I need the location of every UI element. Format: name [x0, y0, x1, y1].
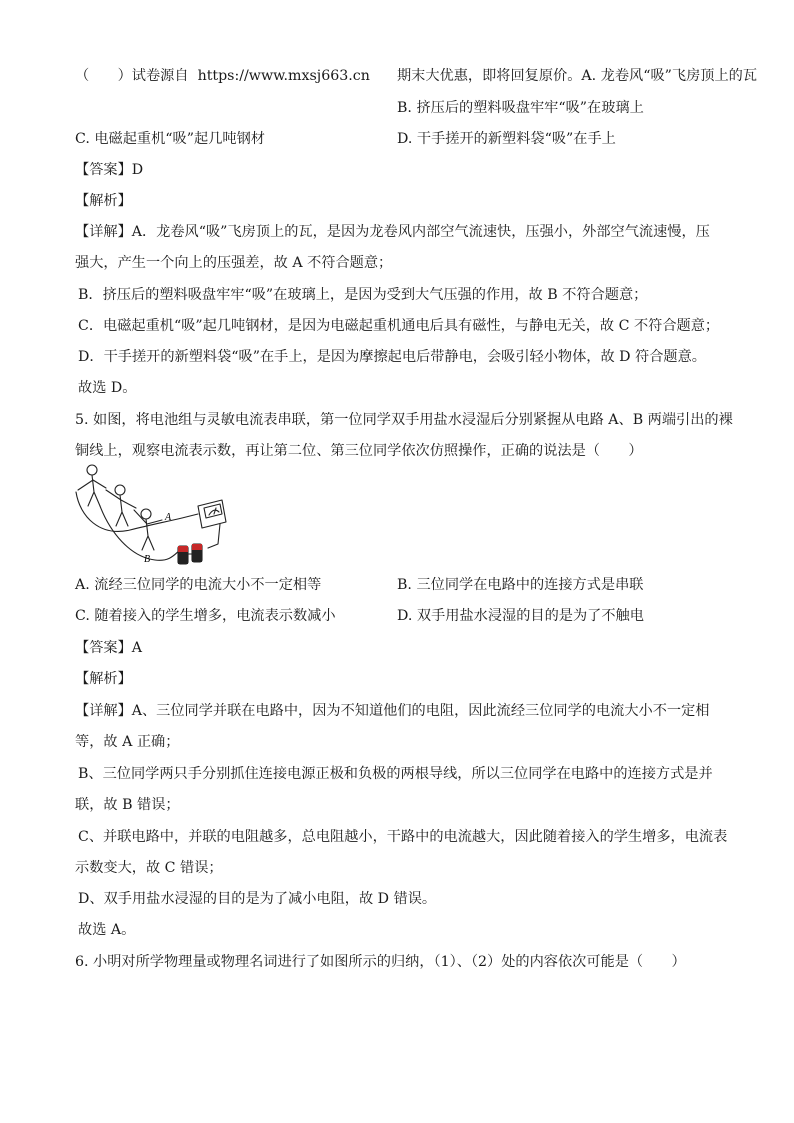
q5-answer: 【答案】A — [75, 640, 142, 656]
student-2-head — [115, 485, 125, 495]
student-1-body — [78, 475, 106, 506]
q4-conclusion: 故选 D。 — [78, 380, 137, 396]
q5-detail-line: 示数变大，故 C 错误； — [75, 860, 223, 876]
q4-option-a: A. 龙卷风“吸”飞房顶上的瓦 — [581, 68, 758, 84]
q5-option-d: D. 双手用盐水浸湿的目的是为了不触电 — [397, 608, 644, 624]
q6-stem: 6. 小明对所学物理量或物理名词进行了如图所示的归纳，（1）、（2）处的内容依次可能是（ ） — [75, 954, 686, 970]
label-b: B — [144, 554, 151, 565]
q5-option-a: A. 流经三位同学的电流大小不一定相等 — [75, 577, 322, 593]
q5-detail-line: 等，故 A 正确； — [75, 734, 180, 750]
wire-a — [76, 492, 198, 531]
source-url[interactable]: https://www.mxsj663.cn — [197, 68, 370, 84]
q4-detail-line: 【详解】A．龙卷风“吸”飞房顶上的瓦，是因为龙卷风内部空气流速快，压强小，外部空气流速慢，压 — [75, 224, 710, 240]
q4-answer: 【答案】D — [75, 162, 144, 178]
q4-detail-line: C．电磁起重机“吸”起几吨钢材，是因为电磁起重机通电后具有磁性，与静电无关，故 C 不符合题意； — [78, 318, 720, 334]
q4-detail-line: B．挤压后的塑料吸盘牢牢“吸”在玻璃上，是因为受到大气压强的作用，故 B 不符合题意； — [78, 287, 648, 303]
q4-option-d: D. 干手搓开的新塑料袋“吸”在手上 — [397, 131, 616, 147]
q5-option-b: B. 三位同学在电路中的连接方式是串联 — [397, 577, 644, 593]
q5-stem-line: 铜线上，观察电流表示数，再让第二位、第三位同学依次仿照操作，正确的说法是（ ） — [75, 443, 643, 459]
q5-detail-line: 【详解】A、三位同学并联在电路中，因为不知道他们的电阻，因此流经三位同学的电流大小不一定相 — [75, 703, 710, 719]
source-prefix: 试卷源自 — [131, 68, 189, 84]
q5-detail-line: B、三位同学两只手分别抓住连接电源正极和负极的两根导线，所以三位同学在电路中的连接方式是并 — [78, 766, 713, 782]
promo-text: 期末大优惠，即将回复原价。 — [396, 68, 582, 84]
answer-paren: （ ） — [75, 68, 132, 84]
q5-analysis-heading: 【解析】 — [75, 671, 132, 687]
q5-option-c: C. 随着接入的学生增多，电流表示数减小 — [75, 608, 336, 624]
q5-stem-line: 5. 如图，将电池组与灵敏电流表串联，第一位同学双手用盐水浸湿后分别紧握从电路 A、B 两端引出的裸 — [75, 412, 733, 428]
q4-stem-line — [75, 66, 757, 86]
circuit-figure — [70, 462, 230, 574]
label-a: A — [165, 512, 172, 523]
q5-detail-line: D、双手用盐水浸湿的目的是为了减小电阻，故 D 错误。 — [78, 891, 437, 907]
q4-detail-line: D．干手搓开的新塑料袋“吸”在手上，是因为摩擦起电后带静电，会吸引轻小物体，故 D 符合题意。 — [78, 349, 706, 365]
q4-option-c: C. 电磁起重机“吸”起几吨钢材 — [75, 131, 265, 147]
q5-detail-line: C、并联电路中，并联的电阻越多，总电阻越小，干路中的电流越大，因此随着接入的学生增多，电流表 — [78, 829, 728, 845]
q4-analysis-heading: 【解析】 — [75, 193, 132, 209]
student-1-head — [87, 465, 97, 475]
student-3-head — [141, 509, 151, 519]
q5-detail-line: 联，故 B 错误； — [75, 797, 180, 813]
wire-meter-battery — [208, 524, 220, 548]
q4-detail-line: 强大，产生一个向上的压强差，故 A 不符合题意； — [75, 255, 393, 271]
q5-conclusion: 故选 A。 — [78, 922, 136, 938]
student-3-body — [134, 510, 162, 550]
q4-option-b: B. 挤压后的塑料吸盘牢牢“吸”在玻璃上 — [397, 100, 644, 116]
